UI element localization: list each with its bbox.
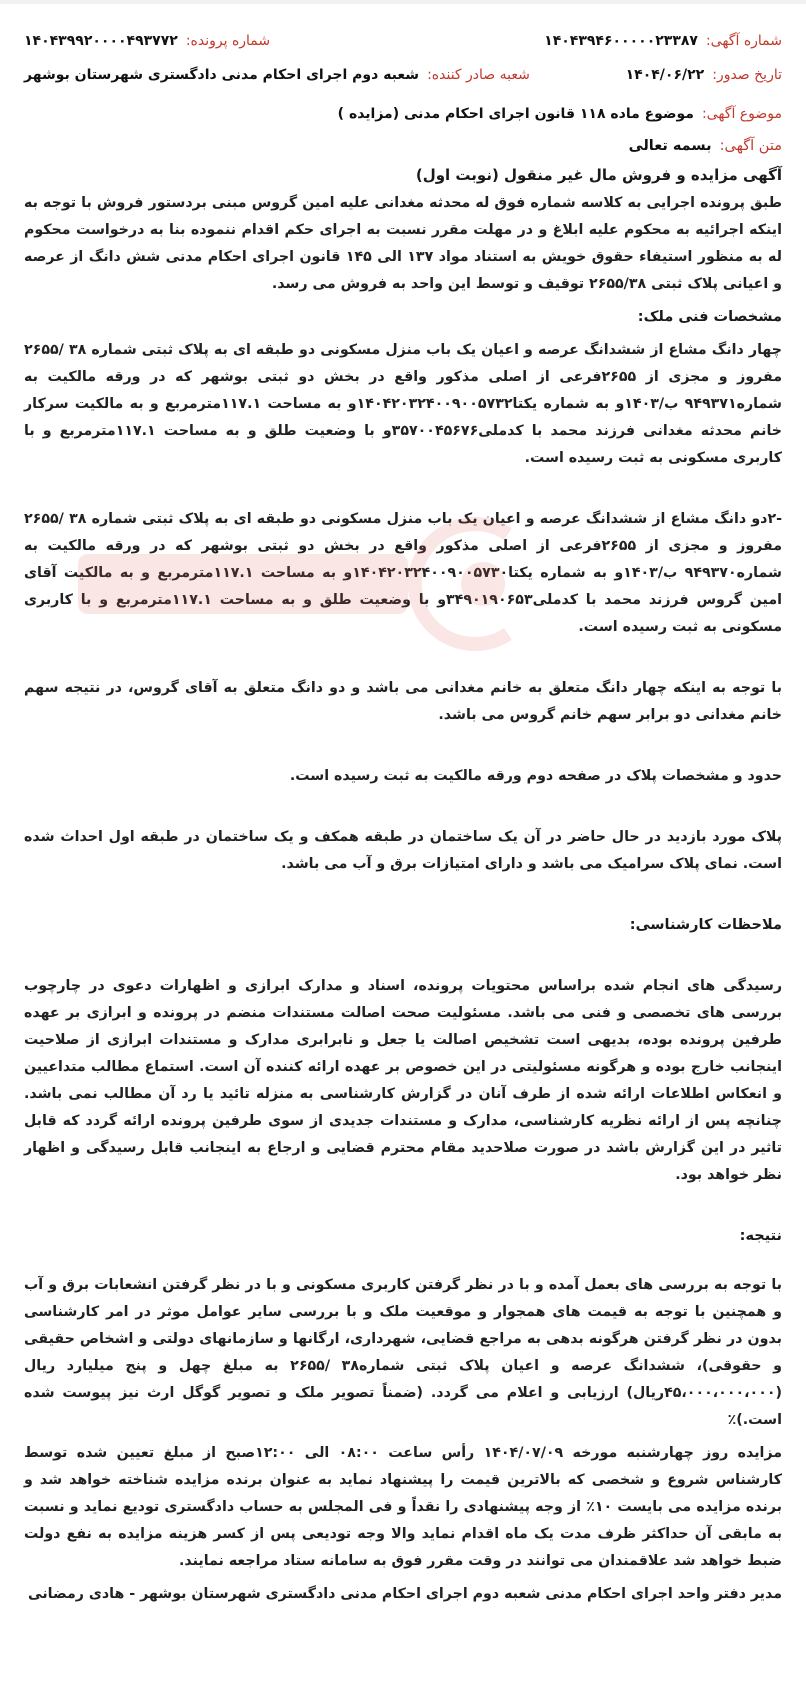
result-paragraph: با توجه به بررسی های بعمل آمده و با در نظر گرفتن کاربری مسکونی و با در نظر گرفتن انشعابات برق و آب و همچنین با توجه به قیمت های همجوار و موقعیت ملک و با بررسی سایر عوامل موثر در امر کارشناسی بدون در نظر گرفتن هرگونه بدهی به مراجع قضایی، شهرداری، ارگانها و سازمانهای دولتی و اشخاص حقیقی و حقوقی)، ششدانگ عرصه و اعیان پلاک ثبتی شماره۳۸ /۲۶۵۵ به مبلغ چهل و پنج میلیارد ریال (۴۵،۰۰۰،۰۰۰،۰۰۰ریال) ارزیابی و اعلام می گردد. (ضمناً تصویر ملک و تصویر گوگل ارث نیز پیوست شده است.)٪ xyxy=(24,1277,782,1428)
case-number-label: شماره پرونده: xyxy=(185,33,271,49)
spec-paragraph-2: -۲دو دانگ مشاع از ششدانگ عرصه و اعیان یک باب منزل مسکونی دو طبقه ای به پلاک ثبتی شماره ۳۸ /۲۶۵۵ مفروز و مجزی از ۲۶۵۵فرعی از اصلی مذکور واقع در بخش دو ثبتی بوشهر که در ورقه مالکیت به شماره۹۴۹۳۷۰ ب/۱۴۰۳و به شماره یکتا۱۴۰۴۲۰۳۲۴۰۰۹۰۰۵۷۳۰و به مساحت ۱۱۷.۱مترمربع و به مالکیت آقای امین گروس فرزند محمد با کدملی۳۴۹۰۱۹۰۶۵۳و با وضعیت طلق و به مساحت ۱۱۷.۱مترمربع و با کاربری مسکونی به ثبت رسیده است. xyxy=(24,511,783,635)
notice-number xyxy=(544,33,782,49)
issuing-branch-value: شعبه دوم اجرای احکام مدنی دادگستری شهرستان بوشهر xyxy=(24,67,420,83)
result-heading: نتیجه: xyxy=(739,1228,782,1244)
auction-paragraph: مزایده روز چهارشنبه مورخه ۱۴۰۴/۰۷/۰۹ رأس ساعت ۰۸:۰۰ الی ۱۲:۰۰صبح از مبلغ تعیین شده توسط کارشناس شروع و شخصی که بالاترین قیمت را پیشنهاد نماید به عنوان برنده مزایده شناخته خواهد شد و برنده مزایده می بایست ۱۰٪ از وجه پیشنهادی را نقداً و فی المجلس به حساب دادگستری تودیع نماید و نسبت به مابقی آن حداکثر ظرف مدت یک ماه اقدام نماید والا وجه تودیعی پس از کسر هزینه مزایده به نفع دولت ضبط خواهد شد علاقمندان می توانند در وقت مقرر فوق به سامانه ستاد مراجعه نمایند. xyxy=(24,1445,782,1569)
issue-date xyxy=(626,67,782,83)
intro-paragraph: طبق پرونده اجرایی به کلاسه شماره فوق له محدثه مغدانی علیه امین گروس مبنی بردستور فروش با توجه به اینکه اجرائیه به محکوم علیه ابلاغ و در مهلت مقرر نسبت به اجرای حکم اقدام ننموده بنا به درخواست محکوم له به منظور استیفاء حقوق خویش به استناد مواد ۱۳۷ الی ۱۴۵ قانون اجرای احکام مدنی شش دانگ از عرصه و اعیانی پلاک ثبتی ۲۶۵۵/۳۸ توقیف و توسط این واحد به فروش می رسد. xyxy=(24,195,782,292)
notice-title: آگهی مزایده و فروش مال غیر منقول (نوبت اول) xyxy=(415,166,782,184)
subject-value: موضوع ماده ۱۱۸ قانون اجرای احکام مدنی (مزایده ) xyxy=(337,106,694,122)
subject-label: موضوع آگهی: xyxy=(701,106,782,122)
notice-number-label: شماره آگهی: xyxy=(705,33,782,49)
bounds-note: حدود و مشخصات پلاک در صفحه دوم ورقه مالکیت به ثبت رسیده است. xyxy=(289,768,782,784)
text-label: متن آگهی: xyxy=(719,138,782,154)
expert-heading: ملاحظات کارشناسی: xyxy=(629,917,782,933)
share-note: با توجه به اینکه چهار دانگ متعلق به خانم مغدانی می باشد و دو دانگ متعلق به آقای گروس، در نتیجه سهم خانم مغدانی دو برابر سهم خانم گروس می باشد. xyxy=(24,680,782,723)
visit-note: پلاک مورد بازدید در حال حاضر در آن یک ساختمان در طبقه همکف و یک ساختمان در طبقه اول احداث شده است. نمای پلاک سرامیک می باشد و دارای امتیازات برق و آب می باشد. xyxy=(24,829,782,872)
case-number xyxy=(24,33,270,49)
meta-row-2 xyxy=(24,58,782,92)
text-opening: بسمه تعالی xyxy=(628,138,712,154)
spec-paragraph-1: چهار دانگ مشاع از ششدانگ عرصه و اعیان یک باب منزل مسکونی دو طبقه ای به پلاک ثبتی شماره ۳۸ /۲۶۵۵ مفروز و مجزی از ۲۶۵۵فرعی از اصلی مذکور واقع در بخش دو ثبتی بوشهر که در ورقه مالکیت به شماره۹۴۹۳۷۱ ب/۱۴۰۳و به شماره یکتا۱۴۰۴۲۰۳۲۴۰۰۹۰۰۵۷۳۲و به مساحت ۱۱۷.۱مترمربع و به مالکیت سرکار خانم محدثه مغدانی فرزند محمد با کدملی۳۵۷۰۰۴۵۶۷۶و با وضعیت طلق و به مساحت ۱۱۷.۱مترمربع و با کاربری مسکونی به ثبت رسیده است. xyxy=(24,342,783,466)
meta-row-1 xyxy=(24,24,782,58)
notice-text-header xyxy=(24,138,782,154)
case-number-value: ۱۴۰۴۳۹۹۲۰۰۰۰۴۹۳۷۷۲ xyxy=(24,33,178,49)
issuing-branch-label: شعبه صادر کننده: xyxy=(427,67,530,83)
spec-heading: مشخصات فنی ملک: xyxy=(637,309,782,325)
issue-date-label: تاریخ صدور: xyxy=(712,67,782,83)
expert-paragraph: رسیدگی های انجام شده براساس محتویات پرونده، اسناد و مدارک ابرازی و اظهارات دعوی در چارچوب بررسی های تخصصی و فنی می باشد. مسئولیت صحت اصالت مستندات منضم در پرونده و ابرازی بر عهده طرفین پرونده بوده، بدیهی است تشخیص اصالت یا جعل و نابرابری مدارک و مستندات ابرازی از صلاحیت اینجانب خارج بوده و هرگونه مسئولیتی در این خصوص بر عهده ارائه کننده آن است. استماع مطالب متداعیین و انعکاس اطلاعات ارائه شده از طرف آنان در گزارش کارشناسی به منزله تائید یا رد آن مطالب نمی باشد. چنانچه پس از ارائه نظریه کارشناسی، مدارک و مستندات جدیدی از سوی طرفین پرونده ارائه گردد که قابل تاثیر در این گزارش باشد در صورت صلاحدید مقام محترم قضایی و ارجاع به اینجانب قابل رسیدگی و اظهار نظر خواهد بود. xyxy=(24,978,782,1183)
signature-line: مدیر دفتر واحد اجرای احکام مدنی شعبه دوم اجرای احکام مدنی دادگستری شهرستان بوشهر - هادی رمضانی xyxy=(27,1586,782,1602)
notice-number-value: ۱۴۰۴۳۹۴۶۰۰۰۰۰۲۳۳۸۷ xyxy=(544,33,698,49)
issue-date-value: ۱۴۰۴/۰۶/۲۲ xyxy=(625,67,705,83)
notice-subject xyxy=(24,106,782,122)
issuing-branch xyxy=(24,67,530,83)
